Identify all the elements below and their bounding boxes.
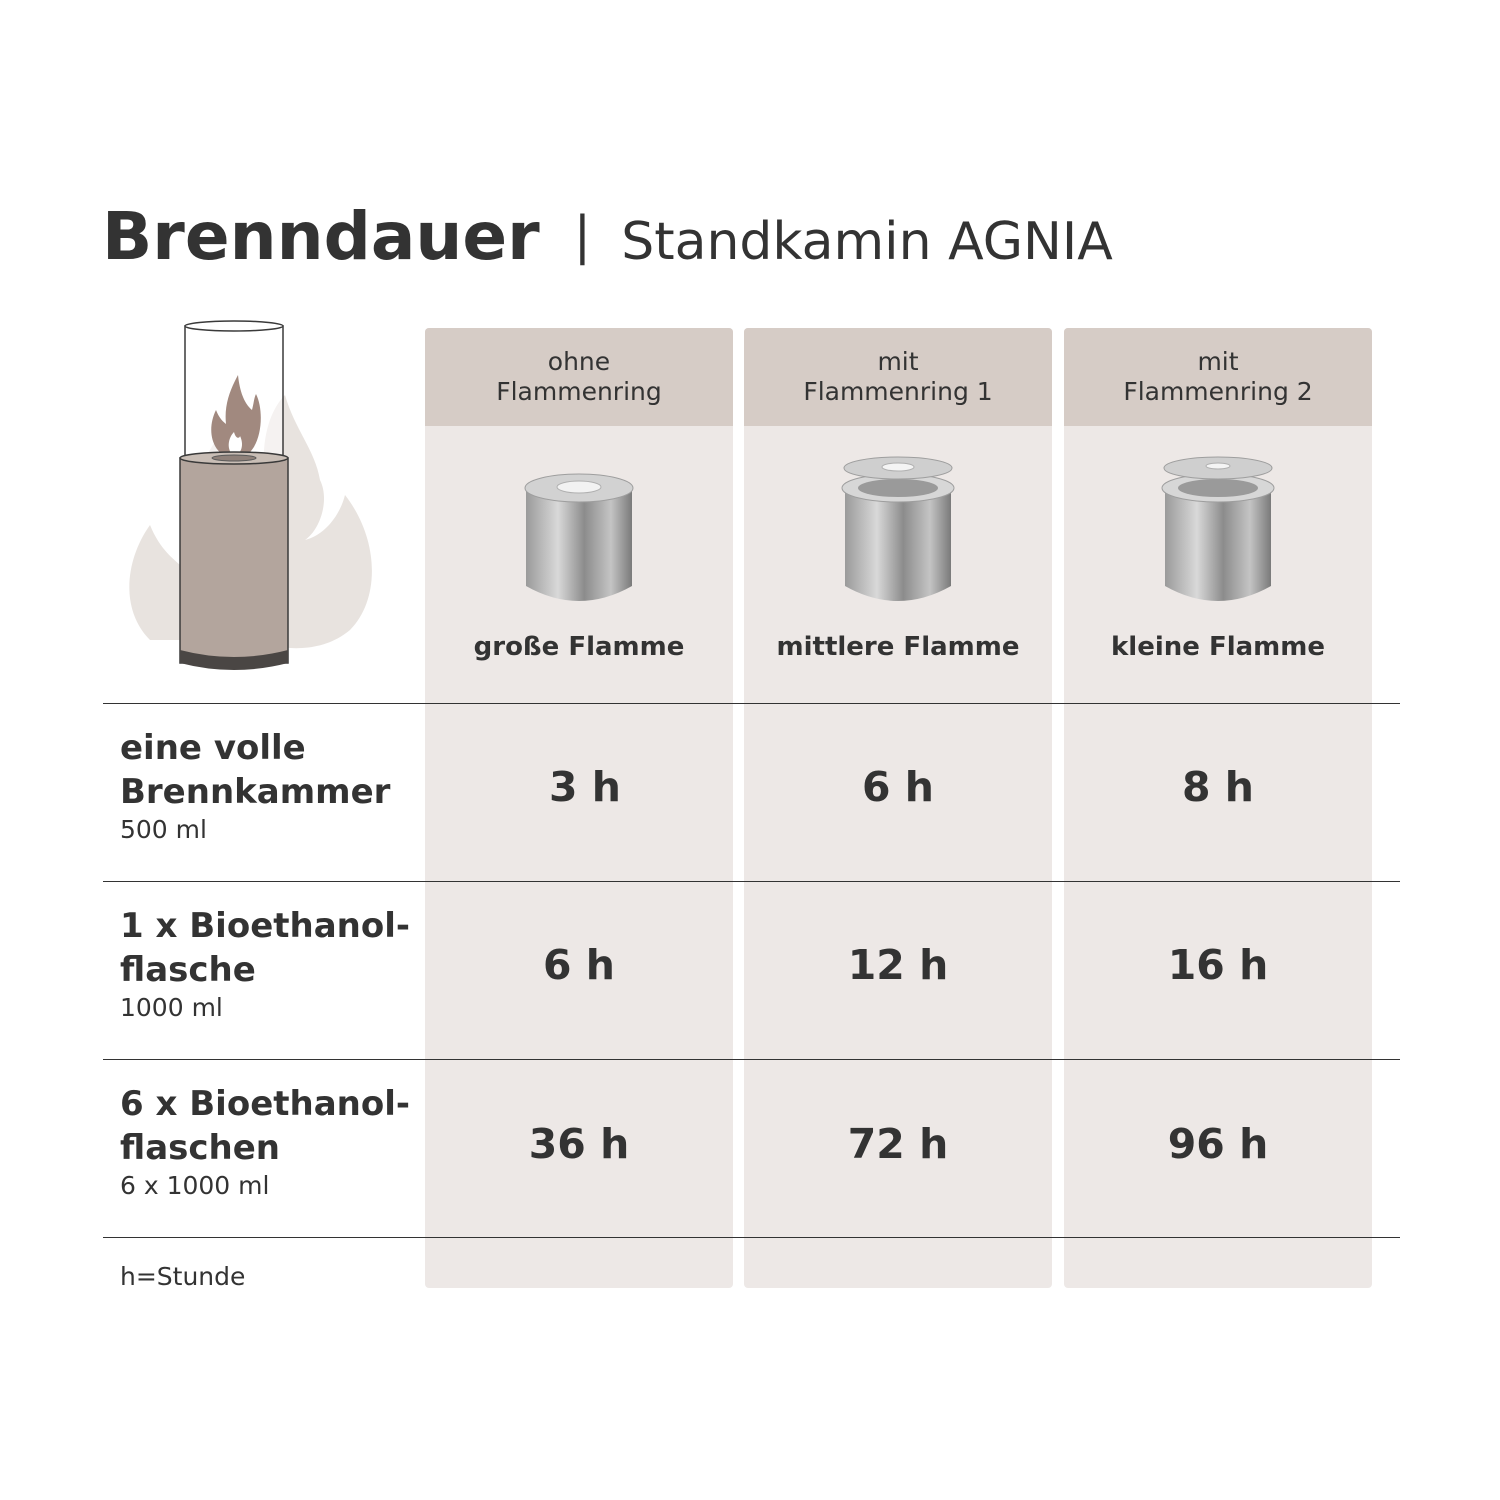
- table-cell-value: 72 h: [847, 1120, 949, 1168]
- burner-with-ring-icon: [744, 426, 1052, 626]
- table-cell-value: 8 h: [1182, 763, 1254, 811]
- row-label-volume: 6 x 1000 ml: [120, 1171, 270, 1200]
- table-cell-value: 6 h: [543, 941, 615, 989]
- row-divider: [103, 1237, 1400, 1238]
- title-separator: |: [573, 206, 592, 266]
- column-header: [1064, 328, 1372, 426]
- row-label-line2: flasche: [120, 950, 256, 990]
- column-header: [425, 328, 733, 426]
- title-subtitle: Standkamin AGNIA: [621, 212, 1113, 272]
- column-header-line2: Flammenring 2: [1123, 377, 1313, 406]
- column-header-line1: ohne: [547, 347, 611, 376]
- column-header-line2: Flammenring 1: [803, 377, 993, 406]
- row-divider: [103, 703, 1400, 704]
- row-label-6-flaschen: [120, 1082, 410, 1202]
- table-cell-value: 12 h: [847, 941, 949, 989]
- column-header-line1: mit: [1197, 347, 1239, 376]
- footnote: h=Stunde: [120, 1262, 246, 1291]
- row-label-line2: flaschen: [120, 1128, 281, 1168]
- table-cell-value: 3 h: [549, 763, 621, 811]
- column-header: [744, 328, 1052, 426]
- column-header-line1: mit: [877, 347, 919, 376]
- row-label-line1: eine volle: [120, 728, 306, 768]
- fireplace-body: [180, 458, 288, 663]
- flame-size-label: kleine Flamme: [1111, 632, 1325, 662]
- table-cell-value: 96 h: [1167, 1120, 1269, 1168]
- page-title: [102, 198, 1113, 275]
- row-label-volume: 1000 ml: [120, 993, 223, 1022]
- burner-with-ring-icon: [1064, 426, 1372, 626]
- flame-size-label: mittlere Flamme: [776, 632, 1020, 662]
- row-divider: [103, 881, 1400, 882]
- burner-icon: [425, 426, 733, 626]
- table-cell-value: 16 h: [1167, 941, 1269, 989]
- row-label-line1: 6 x Bioethanol-: [120, 1084, 410, 1124]
- row-label-line2: Brennkammer: [120, 772, 391, 812]
- row-label-1-flasche: [120, 904, 410, 1024]
- row-label-brennkammer: [120, 726, 390, 846]
- row-label-volume: 500 ml: [120, 815, 207, 844]
- table-cell-value: 6 h: [862, 763, 934, 811]
- fireplace-illustration: [120, 310, 390, 690]
- column-header-line2: Flammenring: [496, 377, 662, 406]
- row-divider: [103, 1059, 1400, 1060]
- table-cell-value: 36 h: [528, 1120, 630, 1168]
- title-main: Brenndauer: [102, 198, 540, 275]
- row-label-line1: 1 x Bioethanol-: [120, 906, 410, 946]
- flame-size-label: große Flamme: [473, 632, 685, 662]
